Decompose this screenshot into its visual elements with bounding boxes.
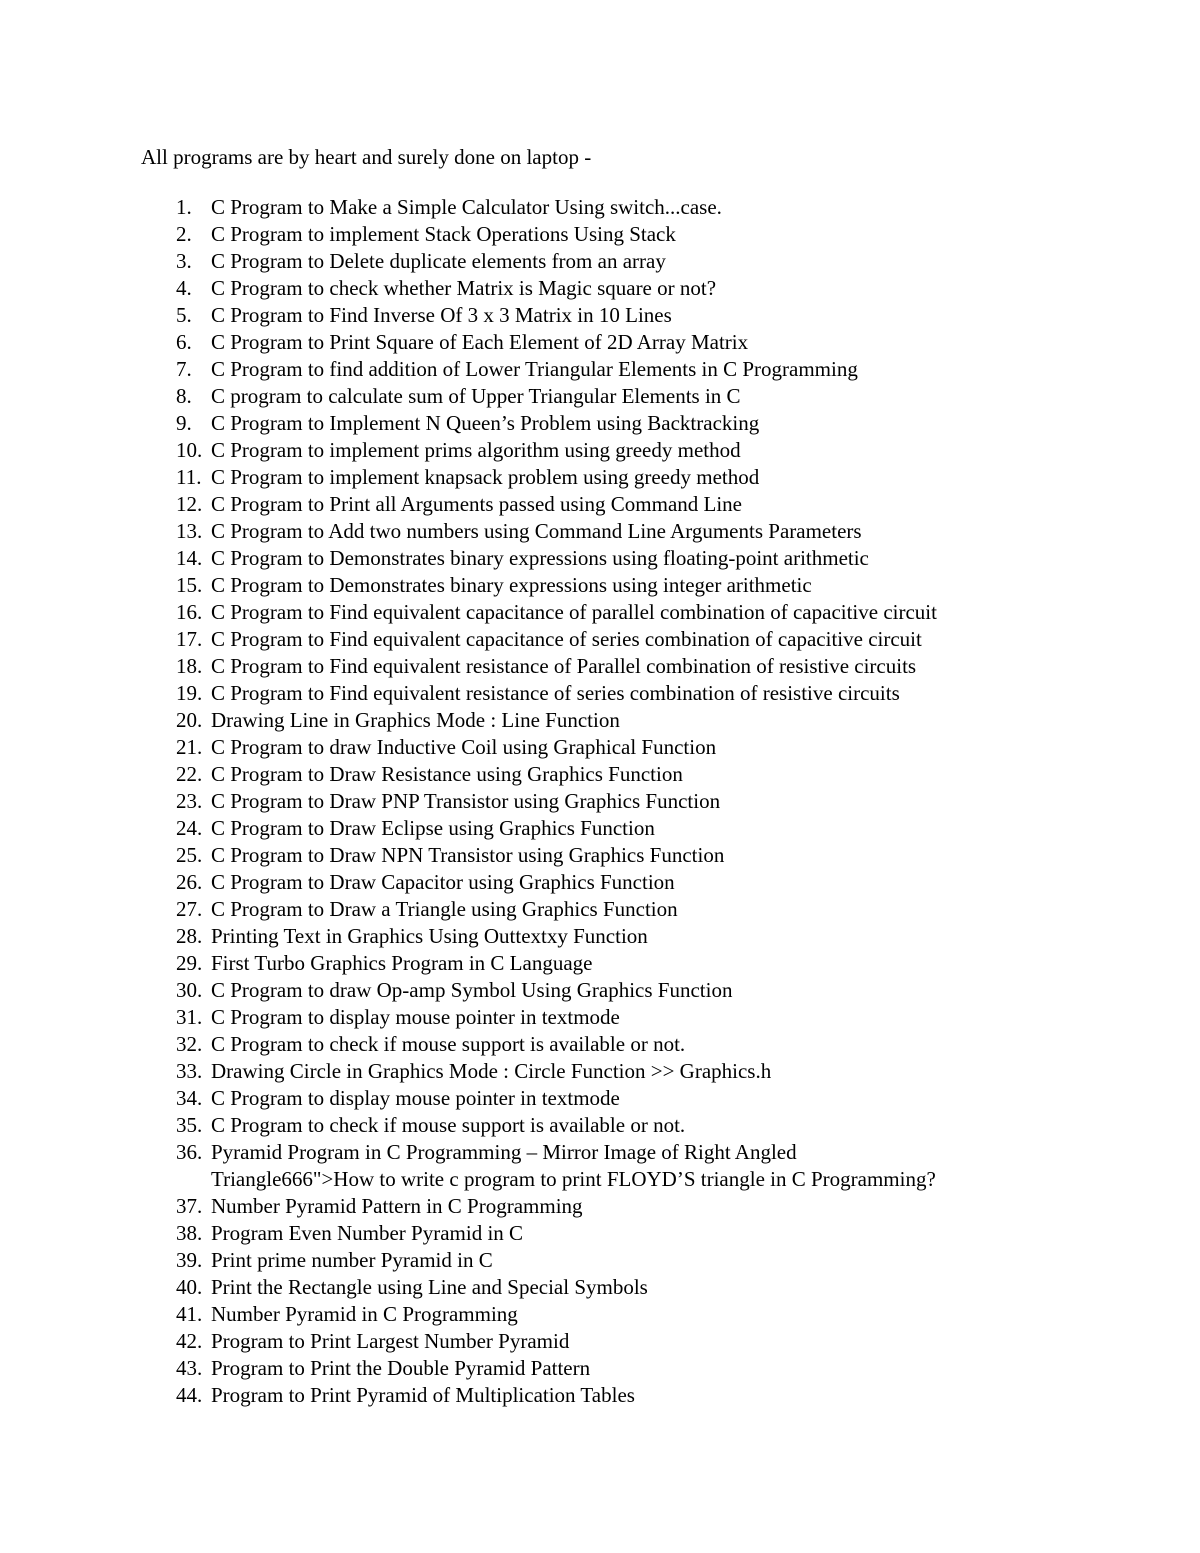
list-item-number: 22. (176, 762, 203, 786)
list-item-text: C Program to Find equivalent resistance of Parallel combination of resistive circuits (211, 654, 917, 678)
list-item-text: C Program to Draw PNP Transistor using Graphics Function (211, 789, 721, 813)
list-item (176, 734, 1076, 761)
list-item-text: Printing Text in Graphics Using Outtextxy Function (211, 924, 648, 948)
list-item-number: 18. (176, 654, 203, 678)
list-item (176, 626, 1076, 653)
list-item (176, 653, 1076, 680)
list-item-text: C Program to Draw a Triangle using Graphics Function (211, 897, 678, 921)
list-item-number: 7. (176, 357, 192, 381)
list-item-text: C Program to Demonstrates binary expressions using integer arithmetic (211, 573, 812, 597)
list-item (176, 1301, 1076, 1328)
list-item-number: 13. (176, 519, 203, 543)
list-item-number: 8. (176, 384, 192, 408)
list-item (176, 302, 1076, 329)
list-item (176, 707, 1076, 734)
list-item (176, 761, 1076, 788)
list-item (176, 869, 1076, 896)
list-item (176, 545, 1076, 572)
list-item-number: 24. (176, 816, 203, 840)
list-item-number: 21. (176, 735, 203, 759)
list-item-text: C Program to display mouse pointer in textmode (211, 1005, 620, 1029)
list-item-number: 6. (176, 330, 192, 354)
list-item (176, 1328, 1076, 1355)
list-item (176, 275, 1076, 302)
list-item-number: 1. (176, 195, 192, 219)
list-item-number: 15. (176, 573, 203, 597)
list-item-number: 3. (176, 249, 192, 273)
list-item (176, 1382, 1076, 1409)
list-item (176, 788, 1076, 815)
list-item-number: 39. (176, 1248, 203, 1272)
list-item-text: Drawing Line in Graphics Mode : Line Function (211, 708, 620, 732)
list-item-text: First Turbo Graphics Program in C Language (211, 951, 593, 975)
list-item (176, 329, 1076, 356)
list-item-text: C Program to Find Inverse Of 3 x 3 Matrix in 10 Lines (211, 303, 672, 327)
list-item-number: 23. (176, 789, 203, 813)
list-item (176, 1085, 1076, 1112)
list-item (176, 1139, 1076, 1193)
list-item-text: Pyramid Program in C Programming – Mirror Image of Right Angled (211, 1140, 797, 1164)
list-item-number: 14. (176, 546, 203, 570)
list-item (176, 1247, 1076, 1274)
list-item-text: C Program to implement knapsack problem using greedy method (211, 465, 760, 489)
list-item-text: Print the Rectangle using Line and Special Symbols (211, 1275, 648, 1299)
list-item-text: C Program to check if mouse support is available or not. (211, 1113, 686, 1137)
list-item-number: 36. (176, 1140, 203, 1164)
list-item (176, 923, 1076, 950)
list-item-number: 4. (176, 276, 192, 300)
list-item (176, 1031, 1076, 1058)
list-item (176, 437, 1076, 464)
list-item (176, 1274, 1076, 1301)
list-item (176, 491, 1076, 518)
list-item-text: C Program to draw Op-amp Symbol Using Graphics Function (211, 978, 733, 1002)
list-item-text: C Program to check whether Matrix is Magic square or not? (211, 276, 717, 300)
list-item-text: C Program to Draw Resistance using Graphics Function (211, 762, 683, 786)
list-item-number: 40. (176, 1275, 203, 1299)
list-item (176, 383, 1076, 410)
list-item-number: 43. (176, 1356, 203, 1380)
list-item-number: 16. (176, 600, 203, 624)
list-item-text: C Program to Draw NPN Transistor using Graphics Function (211, 843, 725, 867)
list-item (176, 464, 1076, 491)
list-item-number: 32. (176, 1032, 203, 1056)
list-item-number: 33. (176, 1059, 203, 1083)
list-item-text: C Program to implement Stack Operations Using Stack (211, 222, 676, 246)
list-item-text: C Program to Make a Simple Calculator Using switch...case. (211, 195, 722, 219)
list-item-number: 34. (176, 1086, 203, 1110)
list-item-text: Program to Print Pyramid of Multiplication Tables (211, 1383, 635, 1407)
list-item-text: C Program to Delete duplicate elements from an array (211, 249, 666, 273)
list-item-number: 30. (176, 978, 203, 1002)
list-item (176, 1193, 1076, 1220)
list-item-number: 42. (176, 1329, 203, 1353)
list-item-text: C Program to Find equivalent capacitance of series combination of capacitive circuit (211, 627, 922, 651)
list-item-number: 29. (176, 951, 203, 975)
list-item (176, 1220, 1076, 1247)
list-item-number: 38. (176, 1221, 203, 1245)
list-item (176, 1058, 1076, 1085)
list-item-number: 28. (176, 924, 203, 948)
list-item-number: 10. (176, 438, 203, 462)
list-item-number: 17. (176, 627, 203, 651)
list-item-text: Number Pyramid Pattern in C Programming (211, 1194, 583, 1218)
list-item (176, 572, 1076, 599)
list-item-number: 41. (176, 1302, 203, 1326)
list-item (176, 977, 1076, 1004)
list-item-number: 11. (176, 465, 202, 489)
list-item-text: C Program to Find equivalent resistance of series combination of resistive circuits (211, 681, 900, 705)
list-item-number: 37. (176, 1194, 203, 1218)
list-item-number: 2. (176, 222, 192, 246)
list-item-text: C Program to Draw Capacitor using Graphics Function (211, 870, 675, 894)
program-list (176, 194, 1076, 1409)
list-item-text: C Program to find addition of Lower Triangular Elements in C Programming (211, 357, 858, 381)
intro-text: All programs are by heart and surely done on laptop - (141, 145, 592, 169)
list-item (176, 518, 1076, 545)
list-item (176, 248, 1076, 275)
list-item (176, 842, 1076, 869)
list-item-number: 12. (176, 492, 203, 516)
list-item-number: 9. (176, 411, 192, 435)
list-item-text-continued: Triangle666">How to write c program to print FLOYD’S triangle in C Programming? (211, 1167, 936, 1191)
list-item-number: 5. (176, 303, 192, 327)
list-item-text: Program to Print Largest Number Pyramid (211, 1329, 570, 1353)
list-item-text: Drawing Circle in Graphics Mode : Circle Function >> Graphics.h (211, 1059, 772, 1083)
list-item-text: C Program to Implement N Queen’s Problem using Backtracking (211, 411, 760, 435)
list-item-text: Program Even Number Pyramid in C (211, 1221, 524, 1245)
list-item-text: C Program to Print all Arguments passed using Command Line (211, 492, 742, 516)
list-item-number: 19. (176, 681, 203, 705)
list-item-text: C Program to Find equivalent capacitance of parallel combination of capacitive circuit (211, 600, 937, 624)
list-item-text: C Program to check if mouse support is available or not. (211, 1032, 686, 1056)
list-item-number: 27. (176, 897, 203, 921)
list-item-number: 35. (176, 1113, 203, 1137)
list-item-text: C Program to implement prims algorithm using greedy method (211, 438, 741, 462)
list-item-text: C Program to Add two numbers using Command Line Arguments Parameters (211, 519, 862, 543)
list-item-number: 31. (176, 1005, 203, 1029)
list-item-text: C Program to display mouse pointer in textmode (211, 1086, 620, 1110)
list-item (176, 815, 1076, 842)
list-item (176, 356, 1076, 383)
list-item-number: 44. (176, 1383, 203, 1407)
list-item (176, 680, 1076, 707)
list-item-text: C Program to Print Square of Each Element of 2D Array Matrix (211, 330, 749, 354)
list-item-text: C program to calculate sum of Upper Triangular Elements in C (211, 384, 741, 408)
list-item-text: Program to Print the Double Pyramid Pattern (211, 1356, 591, 1380)
list-item (176, 599, 1076, 626)
list-item (176, 896, 1076, 923)
list-item (176, 221, 1076, 248)
list-item (176, 1112, 1076, 1139)
list-item-text: C Program to Draw Eclipse using Graphics Function (211, 816, 655, 840)
list-item (176, 194, 1076, 221)
list-item-number: 20. (176, 708, 203, 732)
list-item (176, 950, 1076, 977)
list-item (176, 410, 1076, 437)
list-item (176, 1004, 1076, 1031)
list-item-number: 25. (176, 843, 203, 867)
list-item-text: Print prime number Pyramid in C (211, 1248, 493, 1272)
list-item-text: C Program to draw Inductive Coil using Graphical Function (211, 735, 717, 759)
list-item-text: Number Pyramid in C Programming (211, 1302, 518, 1326)
list-item (176, 1355, 1076, 1382)
list-item-text: C Program to Demonstrates binary expressions using floating-point arithmetic (211, 546, 869, 570)
list-item-number: 26. (176, 870, 203, 894)
